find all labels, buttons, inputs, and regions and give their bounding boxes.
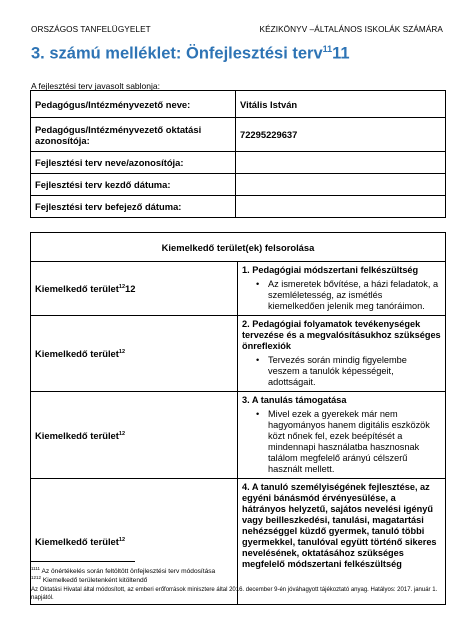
area-label: Kiemelkedő terület$^{12}$12	[31, 262, 238, 316]
area-content	[238, 392, 446, 479]
area-label: Kiemelkedő terület$^{12}$	[31, 479, 238, 605]
plan-row-value	[236, 152, 446, 174]
footnote-2: $^{1212}$ Kiemelkedő területenként kitöltendő	[31, 575, 148, 585]
area-content	[238, 316, 446, 392]
plan-table	[30, 90, 446, 218]
plan-row-label: Fejlesztési terv neve/azonosítója:	[31, 152, 236, 174]
plan-row-value	[236, 174, 446, 196]
area-title: 2. Pedagógiai folyamatok tevékenységek tervezése és a megvalósításukhoz szükséges önreflexiók	[242, 319, 441, 351]
plan-row	[31, 118, 446, 152]
area-row	[31, 316, 446, 392]
area-label: Kiemelkedő terület$^{12}$	[31, 392, 238, 479]
bullet-icon: •	[256, 355, 260, 365]
plan-row	[31, 91, 446, 118]
plan-row-label: Fejlesztési terv kezdő dátuma:	[31, 174, 236, 196]
page-title: 3. számú melléklet: Önfejlesztési terv$^{11}$11	[31, 44, 350, 63]
plan-row	[31, 196, 446, 218]
bullet-icon: •	[256, 279, 260, 289]
title-footnote-ref: 11	[322, 44, 333, 54]
footnote-1: $^{1111}$ Az önértékelés során feltöltött önfejlesztési terv módosítása	[31, 566, 216, 576]
plan-row-value	[236, 196, 446, 218]
areas-heading-row	[31, 233, 446, 262]
areas-heading: Kiemelkedő terület(ek) felsorolása	[31, 233, 446, 262]
page-footer: Az Oktatási Hivatal által módosított, az emberi erőforrások minisztere által 2016. december 9-én jóváhagyott tájékoztató anyag. Hatályos: 2017. január 1. napjától.	[31, 587, 438, 601]
area-row	[31, 392, 446, 479]
plan-row-value: Vitális István	[236, 91, 446, 118]
footnote-rule	[31, 561, 135, 562]
areas-table	[30, 232, 446, 605]
plan-row-value: 72295229637	[236, 118, 446, 152]
area-bullet: • Tervezés során mindig figyelembe veszem a tanulók képességeit, adottságait.	[256, 355, 407, 387]
area-title: 4. A tanuló személyiségének fejlesztése, az egyéni bánásmód érvényesülése, a hátrányos helyzetű, sajátos nevelési igényű vagy beilleszkedési, tanulási, magatartási nehézséggel küzdő gyermek, tanuló többi gyermekkel, tanulóval együtt történő sikeres nevelésének, oktatásához szükséges megfelelő módszertani felkészültség	[242, 482, 437, 569]
plan-row-label: Fejlesztési terv befejező dátuma:	[31, 196, 236, 218]
area-row	[31, 479, 446, 605]
plan-row	[31, 152, 446, 174]
area-title: 3. A tanulás támogatása	[242, 395, 347, 405]
area-row	[31, 262, 446, 316]
header-left: ORSZÁGOS TANFELÜGYELET	[31, 25, 151, 34]
plan-row-label: Pedagógus/Intézményvezető oktatási azonosítója:	[31, 118, 236, 152]
plan-row	[31, 174, 446, 196]
area-content	[238, 262, 446, 316]
area-content	[238, 479, 446, 605]
area-title: 1. Pedagógiai módszertani felkészültség	[242, 265, 419, 275]
plan-row-label: Pedagógus/Intézményvezető neve:	[31, 91, 236, 118]
area-bullet: • Az ismeretek bővítése, a házi feladatok, a szemléletesség, az ismétlés kiemelkedően jelenik meg tanóráimon.	[256, 279, 439, 311]
header-right: KÉZIKÖNYV –ÁLTALÁNOS ISKOLÁK SZÁMÁRA	[259, 25, 443, 34]
area-label: Kiemelkedő terület$^{12}$	[31, 316, 238, 392]
bullet-icon: •	[256, 409, 260, 419]
intro-text: A fejlesztési terv javasolt sablonja:	[31, 81, 160, 91]
area-bullet: • Mivel ezek a gyerekek már nem hagyományos hanem digitális eszközök közt nőnek fel, ezek beépítését a mindennapi használatba hasznosnak találom megfelelő arányú célszerű használt mellett.	[256, 409, 430, 474]
